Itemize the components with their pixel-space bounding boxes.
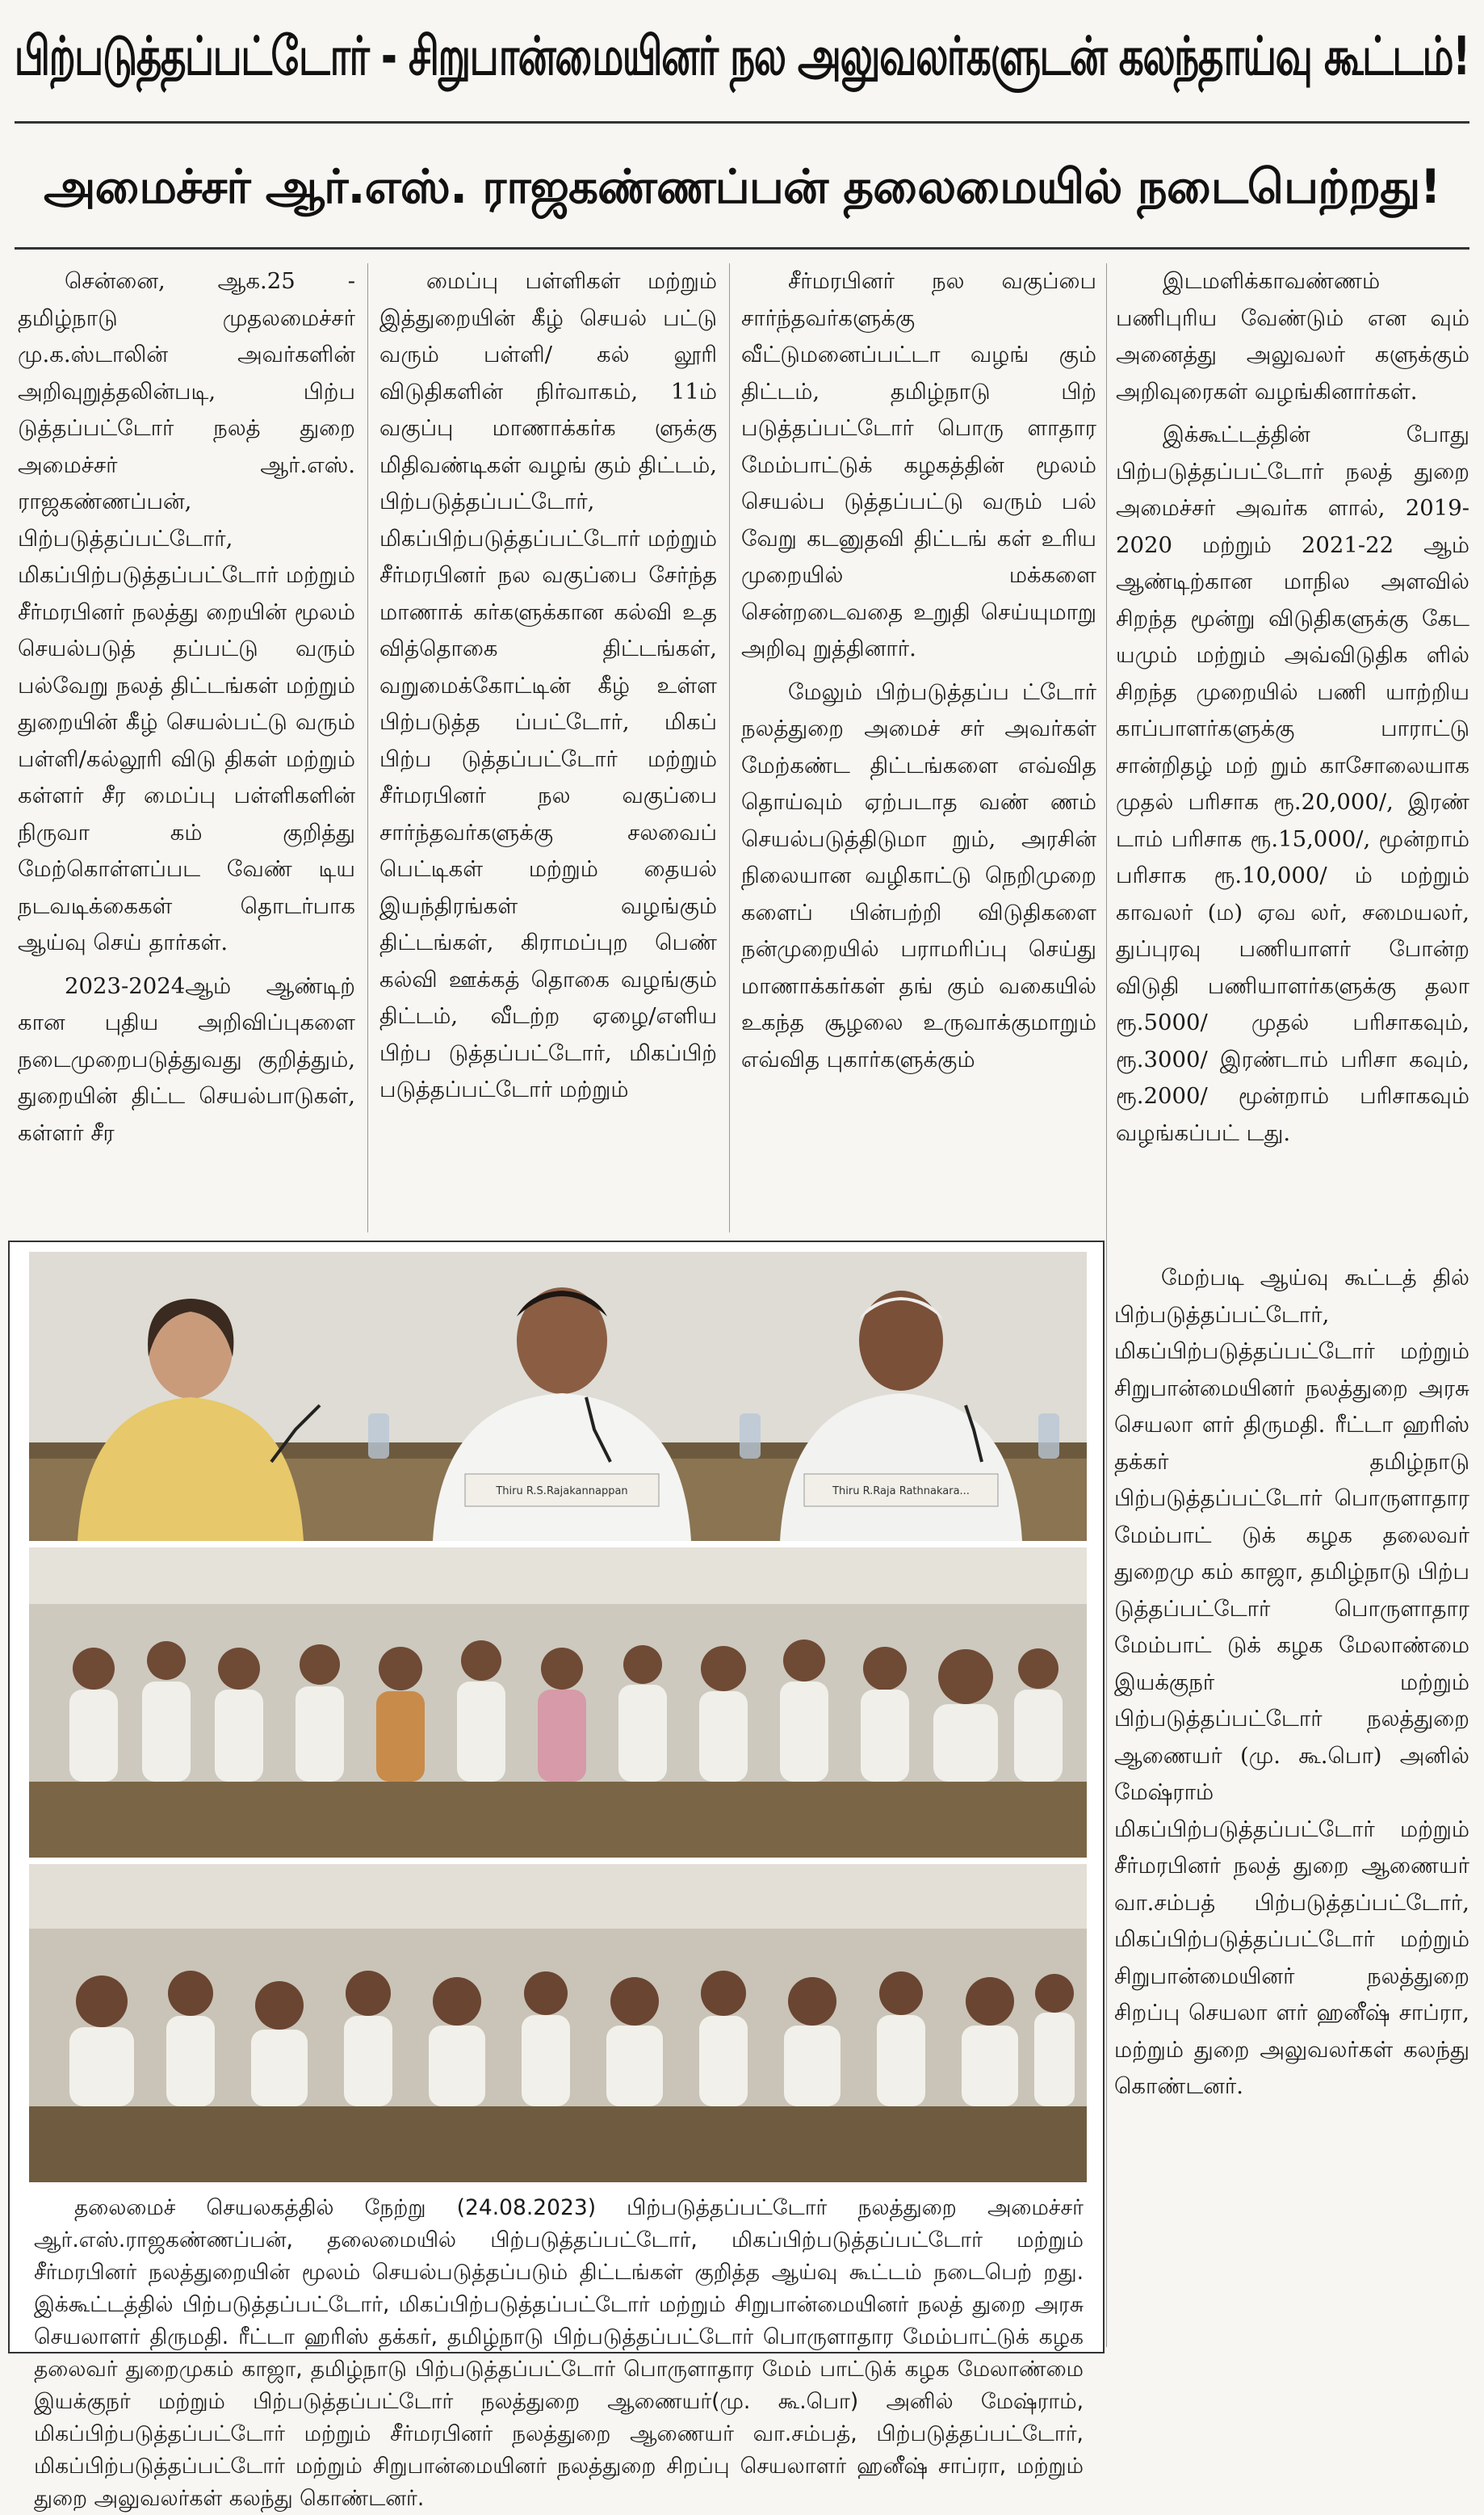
headline: பிற்படுத்தப்பட்டோர் - சிறுபான்மையினர் நல அலுவலர்களுடன் கலந்தாய்வு கூட்டம்! [15, 25, 1470, 87]
photo-officials-row-2 [29, 1864, 1087, 2182]
article-paragraph: 2023-2024ஆம் ஆண்டிற் கான புதிய அறிவிப்புகளை நடைமுறைபடுத்துவது குறித்தும், துறையின் திட்ட செயல்பாடுகள், கள்ளர் சீர [18, 972, 355, 1146]
photo-caption-box [8, 1241, 1105, 2511]
column-divider [729, 263, 730, 1232]
nameplate-minister: Thiru R.S.Rajakannappan [496, 1485, 628, 1497]
article-paragraph: மேற்படி ஆய்வு கூட்டத் தில் பிற்படுத்தப்பட்டோர், மிகப்பிற்படுத்தப்பட்டோர் மற்றும் சிறுபான்மையினர் நலத்துறை அரசு செயலா ளர் திருமதி. ரீட்டா ஹரிஸ் தக்கர் தமிழ்நாடு பிற்படுத்தப்பட்டோர் பொருளாதார மேம்பாட் டுக் கழக தலைவர் துறைமு கம் காஜா, தமிழ்நாடு பிற்ப டுத்தப்பட்டோர் பொருளாதார மேம்பாட் டுக் கழக மேலாண்மை இயக்குநர் மற்றும் பிற்படுத்தப்பட்டோர் நலத்துறை ஆணையர் (மு. கூ.பொ) அனில் மேஷ்ராம் மிகப்பிற்படுத்தப்பட்டோர் மற்றும் சீர்மரபினர் நலத் துறை ஆணையர் வா.சம்பத் பிற்படுத்தப்பட்டோர், மிகப்பிற்படுத்தப்பட்டோர் மற்றும் சிறுபான்மையினர் நலத்துறை சிறப்பு செயலா ளர் ஹனீஷ் சாப்ரா, மற்றும் துறை அலுவலர்கள் கலந்து கொண்டனர். [1114, 1265, 1469, 2099]
article-column-1 [18, 263, 355, 1232]
photo-officials-row-1-illustration [29, 1547, 1087, 1858]
subheadline-rule [15, 247, 1469, 250]
article-paragraph: இடமளிக்காவண்ணம் பணிபுரிய வேண்டும் என வும் அனைத்து அலுவலர் களுக்கும் அறிவுரைகள் வழங்கினார்கள். [1116, 268, 1469, 405]
article-column-4-continued [1114, 1260, 1469, 2106]
article-paragraph: சீர்மரபினர் நல வகுப்பை சார்ந்தவர்களுக்கு வீட்டுமனைப்பட்டா வழங் கும் திட்டம், தமிழ்நாடு பிற் படுத்தப்பட்டோர் பொரு ளாதார மேம்பாட்டுக் கழகத்தின் மூலம் செயல்ப டுத்தப்பட்டு வரும் பல் வேறு கடனுதவி திட்டங் கள் உரிய முறையில் மக்களை சென்றடைவதை உறுதி செய்யுமாறு அறிவு றுத்தினார். [741, 268, 1096, 661]
article-column-4 [1116, 263, 1469, 1249]
article-column-2 [379, 263, 717, 1232]
photo-caption: தலைமைச் செயலகத்தில் நேற்று (24.08.2023) பிற்படுத்தப்பட்டோர் நலத்துறை அமைச்சர் ஆர்.எஸ்.ராஜகண்ணப்பன், தலைமையில் பிற்படுத்தப்பட்டோர், மிகப்பிற்படுத்தப்பட்டோர் மற்றும் சீர்மரபினர் நலத்துறையின் மூலம் செயல்படுத்தப்படும் திட்டங்கள் குறித்த ஆய்வு கூட்டம் நடைபெற் றது. இக்கூட்டத்தில் பிற்படுத்தப்பட்டோர், மிகப்பிற்படுத்தப்பட்டோர் மற்றும் சிறுபான்மையினர் நலத் துறை அரசு செயலாளர் திருமதி. ரீட்டா ஹரிஸ் தக்கர், தமிழ்நாடு பிற்படுத்தப்பட்டோர் பொருளாதார மேம்பாட்டுக் கழக தலைவர் துறைமுகம் காஜா, தமிழ்நாடு பிற்படுத்தப்பட்டோர் பொருளாதார மேம் பாட்டுக் கழக மேலாண்மை இயக்குநர் மற்றும் பிற்படுத்தப்பட்டோர் நலத்துறை ஆணையர்(மு. கூ.பொ) அனில் மேஷ்ராம், மிகப்பிற்படுத்தப்பட்டோர் மற்றும் சீர்மரபினர் நலத்துறை ஆணையர் வா.சம்பத், பிற்படுத்தப்பட்டோர், மிகப்பிற்படுத்தப்பட்டோர் மற்றும் சிறுபான்மையினர் நலத்துறை சிறப்பு செயலாளர் ஹனீஷ் சாப்ரா, மற்றும் துறை அலுவலர்கள் கலந்து கொண்டனர். [34, 2195, 1084, 2511]
article-paragraph: மைப்பு பள்ளிகள் மற்றும் இத்துறையின் கீழ் செயல் பட்டு வரும் பள்ளி/ கல் லூரி விடுதிகளின் நிர்வாகம், 11ம் வகுப்பு மாணாக்கர்க ளுக்கு மிதிவண்டிகள் வழங் கும் திட்டம், பிற்படுத்தப்பட்டோர், மிகப்பிற்படுத்தப்பட்டோர் மற்றும் சீர்மரபினர் நல வகுப்பை சேர்ந்த மாணாக் கர்களுக்கான கல்வி உத வித்தொகை திட்டங்கள், வறுமைக்கோட்டின் கீழ் உள்ள பிற்படுத்த ப்பட்டோர், மிகப் பிற்ப டுத்தப்பட்டோர் மற்றும் சீர்மரபினர் நல வகுப்பை சார்ந்தவர்களுக்கு சலவைப் பெட்டிகள் மற்றும் தையல் இயந்திரங்கள் வழங்கும் திட்டங்கள், கிராமப்புற பெண் கல்வி ஊக்கத் தொகை வழங்கும் திட்டம், வீடற்ற ஏழை/எளிய பிற்ப டுத்தப்பட்டோர், மிகப்பிற் படுத்தப்பட்டோர் மற்றும் [379, 268, 717, 1102]
article-paragraph: இக்கூட்டத்தின் போது பிற்படுத்தப்பட்டோர் நலத் துறை அமைச்சர் அவர்க ளால், 2019-2020 மற்றும் 2021-22 ஆம் ஆண்டிற்கான மாநில அளவில் சிறந்த மூன்று விடுதிகளுக்கு கேட யமும் மற்றும் அவ்விடுதிக ளில் சிறந்த முறையில் பணி யாற்றிய காப்பாளர்களுக்கு பாராட்டு சான்றிதழ் மற் றும் காசோலையாக முதல் பரிசாக ரூ.20,000/, இரண் டாம் பரிசாக ரூ.15,000/, மூன்றாம் பரிசாக ரூ.10,000/ ம் மற்றும் காவலர் (ம) ஏவ லர், சமையலர், துப்புரவு பணியாளர் போன்ற விடுதி பணியாளர்களுக்கு தலா ரூ.5000/ முதல் பரிசாகவும், ரூ.3000/ இரண்டாம் பரிசா கவும், ரூ.2000/ மூன்றாம் பரிசாகவும் வழங்கப்பட் டது. [1116, 422, 1469, 1146]
photo-minister-panel [29, 1252, 1087, 1541]
article-column-3 [741, 263, 1096, 1232]
photo-officials-row-1 [29, 1547, 1087, 1858]
column-divider [367, 263, 368, 1232]
photo-minister-panel-illustration [29, 1252, 1087, 1541]
article-paragraph: சென்னை, ஆக.25 - தமிழ்நாடு முதலமைச்சர் மு.க.ஸ்டாலின் அவர்களின் அறிவுறுத்தலின்படி, பிற்ப டுத்தப்பட்டோர் நலத் துறை அமைச்சர் ஆர்.எஸ். ராஜகண்ணப்பன், பிற்படுத்தப்பட்டோர், மிகப்பிற்படுத்தப்பட்டோர் மற்றும் சீர்மரபினர் நலத்து றையின் மூலம் செயல்படுத் தப்பட்டு வரும் பல்வேறு நலத் திட்டங்கள் மற்றும் துறையின் கீழ் செயல்பட்டு வரும் பள்ளி/கல்லூரி விடு திகள் மற்றும் கள்ளர் சீர மைப்பு பள்ளிகளின் நிருவா கம் குறித்து மேற்கொள்ளப்பட வேண் டிய நடவடிக்கைகள் தொடர்பாக ஆய்வு செய் தார்கள். [18, 268, 355, 955]
photo-officials-row-2-illustration [29, 1864, 1087, 2182]
headline-rule [15, 121, 1469, 124]
subheadline: அமைச்சர் ஆர்.எஸ். ராஜகண்ணப்பன் தலைமையில் நடைபெற்றது! [44, 159, 1440, 214]
article-paragraph: மேலும் பிற்படுத்தப்ப ட்டோர் நலத்துறை அமைச் சர் அவர்கள் மேற்கண்ட திட்டங்களை எவ்வித தொய்வும் ஏற்படாத வண் ணம் செயல்படுத்திடுமா றும், அரசின் நிலையான வழிகாட்டு நெறிமுறை களைப் பின்பற்றி விடுதிகளை நன்முறையில் பராமரிப்பு செய்து மாணாக்கர்கள் தங் கும் வகையில் உகந்த சூழலை உருவாக்குமாறும் எவ்வித புகார்களுக்கும் [741, 678, 1096, 1073]
nameplate-official: Thiru R.Raja Rathnakara... [832, 1485, 970, 1497]
column-divider [1106, 263, 1107, 2347]
